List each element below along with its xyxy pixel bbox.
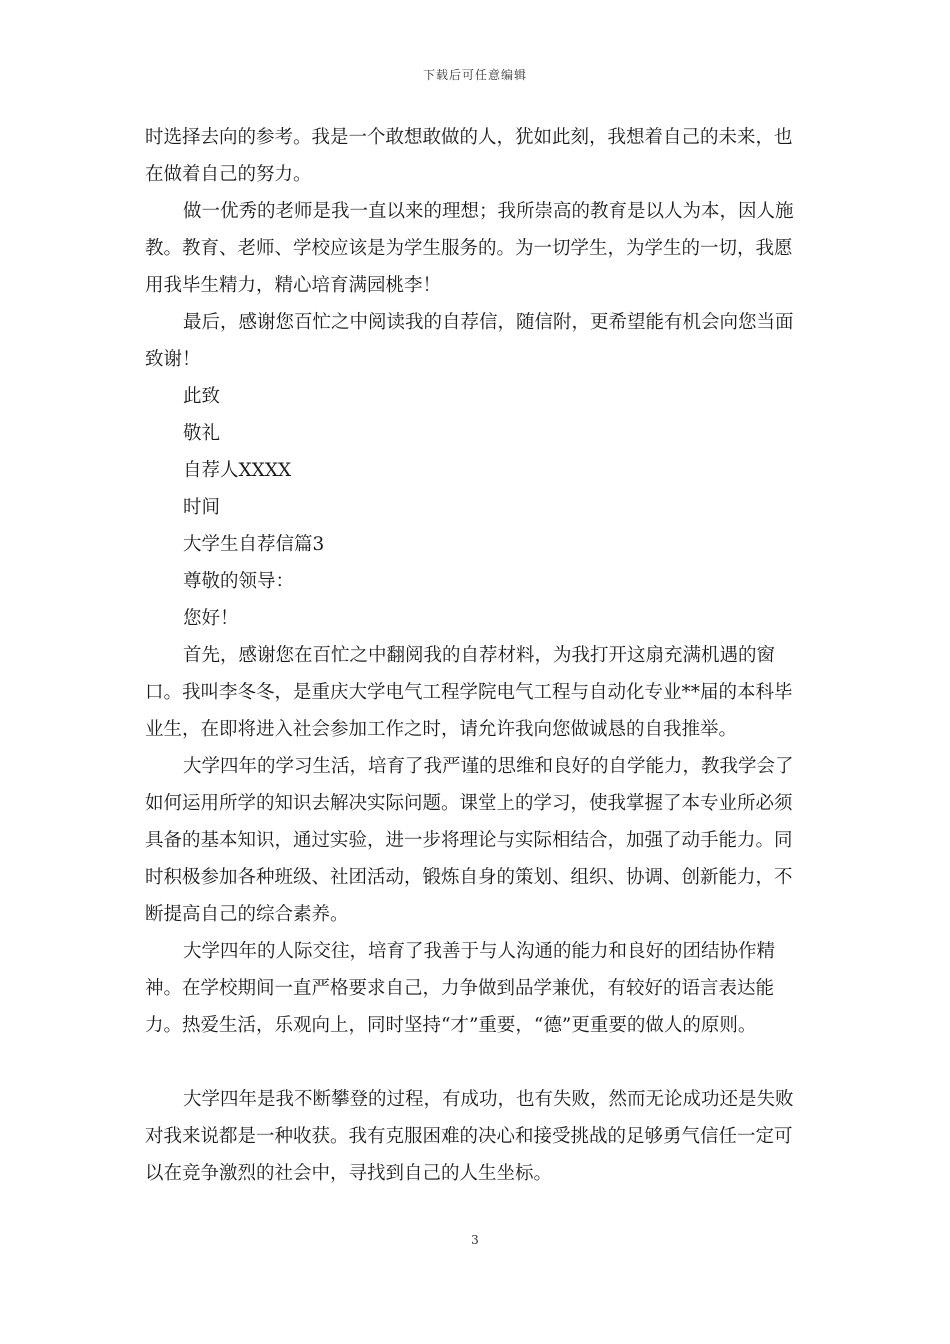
- paragraph: 大学四年是我不断攀登的过程，有成功，也有失败，然而无论成功还是失败对我来说都是一种收获。我有克服困难的决心和接受挑战的足够勇气信任一定可以在竞争激烈的社会中，寻找到自己的人生坐标。: [145, 1089, 794, 1184]
- paragraph: 大学四年的人际交往，培育了我善于与人沟通的能力和良好的团结协作精神。在学校期间一直严格要求自己，力争做到品学兼优，有较好的语言表达能力。热爱生活，乐观向上，同时坚持“才”重要，“德”更重要的做人的原则。: [145, 941, 776, 1036]
- paragraph: 您好！: [183, 608, 239, 629]
- paragraph: 时间: [183, 497, 221, 518]
- page-number: 3: [471, 1233, 479, 1247]
- paragraph: 大学生自荐信篇3: [183, 534, 325, 555]
- paragraph: 此致: [183, 386, 221, 407]
- paragraph: 大学四年的学习生活，培育了我严谨的思维和良好的自学能力，教我学会了如何运用所学的知识去解决实际问题。课堂上的学习，使我掌握了本专业所必须具备的基本知识，通过实验，进一步将理论与实际相结合，加强了动手能力。同时积极参加各种班级、社团活动，锻炼自身的策划、组织、协调、创新能力，不断提高自己的综合素养。: [145, 756, 794, 925]
- paragraph: 最后，感谢您百忙之中阅读我的自荐信，随信附，更希望能有机会向您当面致谢！: [145, 312, 794, 370]
- paragraph: 敬礼: [183, 423, 221, 444]
- paragraph: 做一优秀的老师是我一直以来的理想；我所崇高的教育是以人为本，因人施教。教育、老师、学校应该是为学生服务的。为一切学生，为学生的一切，我愿用我毕生精力，精心培育满园桃李！: [145, 201, 794, 296]
- paragraph: 自荐人XXXX: [183, 460, 292, 481]
- paragraph: 时选择去向的参考。我是一个敢想敢做的人，犹如此刻，我想着自己的未来，也在做着自己的努力。: [145, 127, 793, 185]
- page-header: 下载后可任意编辑: [422, 68, 527, 82]
- paragraph: 尊敬的领导：: [183, 571, 295, 592]
- document-body: [145, 119, 810, 1192]
- paragraph: 首先，感谢您在百忙之中翻阅我的自荐材料，为我打开这扇充满机遇的窗口。我叫李冬冬，是重庆大学电气工程学院电气工程与自动化专业**届的本科毕业生，在即将进入社会参加工作之时，请允许我向您做诚恳的自我推举。: [145, 645, 793, 740]
